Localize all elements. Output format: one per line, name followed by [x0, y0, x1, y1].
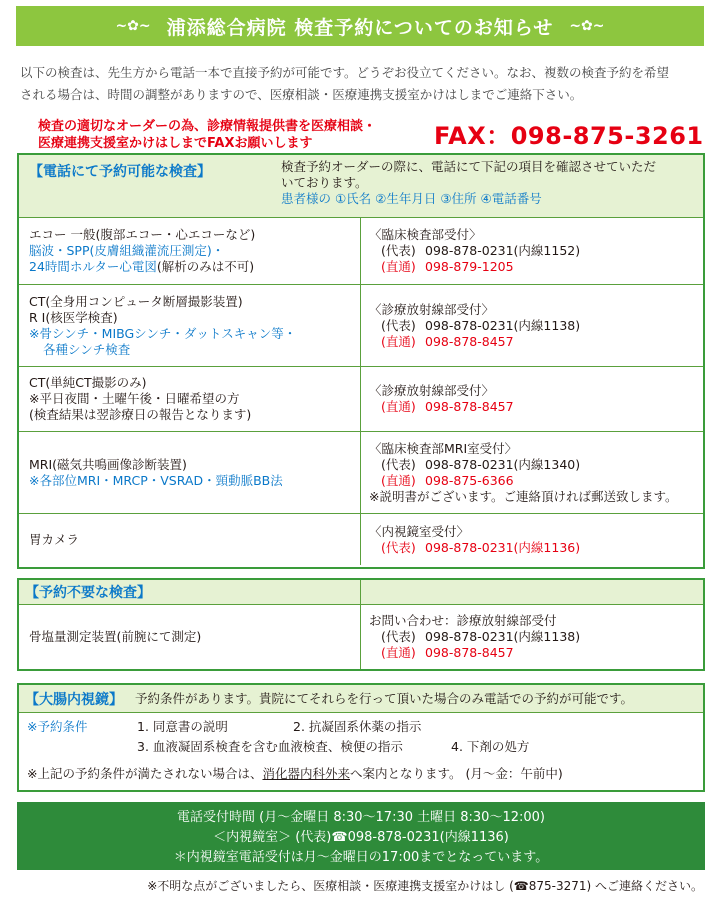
main-label: (代表): [381, 317, 416, 333]
dept-label: 〈臨床検査部MRI室受付〉: [369, 440, 518, 456]
page-title: 浦添総合病院 検査予約についてのお知らせ: [166, 16, 554, 39]
exam-name: 胃カメラ: [29, 531, 80, 547]
footer-line: ＜内視鏡室＞ (代表)☎098-878-0231(内線1136): [213, 830, 509, 845]
title-banner: [16, 6, 704, 46]
footnote-text: ※上記の予約条件が満たされない場合は、: [27, 766, 263, 781]
contact-label: お問い合わせ：診療放射線部受付: [369, 613, 557, 628]
main-phone: 098-878-0231(内線1138): [425, 317, 581, 333]
exam-note: (解析のみは不可): [156, 259, 255, 274]
bottom-contact-note: ※不明な点がございましたら、医療相談・医療連携支援室かけはし (☎875-3271) へご連絡ください。: [147, 879, 703, 893]
footnote-text: へ案内となります。 (月～金：午前中): [350, 766, 563, 781]
section-header: [19, 155, 703, 217]
exam-name: R I(核医学検査): [29, 309, 118, 325]
section-header: [19, 685, 703, 713]
main-label: (代表): [381, 539, 416, 555]
footer-line: ＊内視鏡室電話受付は月～金曜日の17:00までとなっています。: [173, 850, 549, 865]
intro-line: される場合は、時間の調整がありますので、医療相談・医療連携支援室かけはしまでご連絡下さい。: [20, 87, 583, 102]
phone-reservation-section: [17, 153, 705, 569]
exam-name: MRI(磁気共鳴画像診断装置): [29, 456, 187, 472]
table-row: [19, 217, 703, 284]
no-reservation-section: [17, 578, 705, 671]
section-desc: 検査予約オーダーの際に、電話にて下記の項目を確認させていただ: [281, 159, 657, 174]
fax-number: FAX：098-875-3261: [434, 122, 704, 150]
table-row: [19, 604, 703, 669]
section-desc: 予約条件があります。貴院にてそれらを行って頂いた場合のみ電話での予約が可能です。: [135, 690, 634, 706]
direct-phone: 098-878-8457: [425, 333, 514, 349]
direct-label: (直通): [381, 333, 416, 349]
exam-detail: 脳波・SPP(皮膚組織灌流圧測定)・: [29, 243, 225, 258]
direct-label: (直通): [381, 472, 416, 488]
exam-detail: (検査結果は翌診療日の報告となります): [29, 407, 252, 422]
section-desc: いております。: [281, 175, 368, 190]
direct-phone: 098-875-6366: [425, 472, 514, 488]
main-label: (代表): [381, 456, 416, 472]
main-phone: 098-878-0231(内線1340): [425, 456, 581, 472]
condition-item: 3. 血液凝固系検査を含む血液検査、検便の指示: [137, 739, 403, 754]
dept-label: 〈診療放射線部受付〉: [369, 301, 495, 317]
table-row: [19, 431, 703, 513]
direct-phone: 098-879-1205: [425, 259, 514, 274]
fax-notice-line: 検査の適切なオーダーの為、診療情報提供書を医療相談・: [38, 119, 377, 134]
direct-phone: 098-878-8457: [425, 645, 514, 660]
dept-label: 〈臨床検査部受付〉: [369, 227, 482, 242]
condition-footnote: [27, 766, 563, 782]
gi-outpatient-link: 消化器内科外来: [262, 766, 350, 781]
fax-notice: [38, 118, 438, 152]
section-title: 【大腸内視鏡】: [25, 691, 123, 708]
reception-hours-footer: [17, 802, 705, 870]
exam-detail: 各種シンチ検査: [43, 341, 131, 357]
table-row: [19, 284, 703, 366]
condition-item: 1. 同意書の説明: [137, 719, 228, 734]
brochure-note: ※説明書がございます。ご連絡頂ければ郵送致します。: [369, 488, 678, 504]
dept-label: 〈内視鏡室受付〉: [369, 523, 470, 539]
table-row: [19, 366, 703, 431]
condition-item: 4. 下剤の処方: [451, 739, 530, 754]
leaf-ornament-left: ~✿~: [115, 18, 151, 34]
main-phone: 098-878-0231(内線1136): [425, 539, 581, 555]
direct-label: (直通): [381, 399, 416, 414]
exam-detail: ※各部位MRI・MRCP・VSRAD・頸動脈BB法: [29, 472, 283, 488]
required-items: 患者様の ①氏名 ②生年月日 ③住所 ④電話番号: [281, 191, 542, 206]
main-label: (代表): [381, 629, 416, 644]
section-title: 【予約不要な検査】: [25, 585, 151, 601]
direct-label: (直通): [381, 259, 416, 274]
colonoscopy-section: [17, 683, 705, 792]
leaf-ornament-right: ~✿~: [569, 18, 605, 34]
direct-label: (直通): [381, 645, 416, 660]
main-label: (代表): [381, 243, 416, 258]
exam-name: CT(単純CT撮影のみ): [29, 375, 147, 390]
fax-notice-line: 医療連携支援室かけはしまでFAXお願いします: [38, 136, 313, 151]
table-row: [19, 513, 703, 565]
direct-phone: 098-878-8457: [425, 399, 514, 414]
conditions-block: [19, 713, 703, 790]
condition-item: 2. 抗凝固系休薬の指示: [293, 719, 422, 734]
main-phone: 098-878-0231(内線1138): [425, 629, 581, 644]
section-header: [19, 580, 703, 604]
dept-label: 〈診療放射線部受付〉: [369, 383, 495, 398]
main-phone: 098-878-0231(内線1152): [425, 243, 581, 258]
exam-detail: 24時間ホルター心電図: [29, 259, 157, 274]
section-title: 【電話にて予約可能な検査】: [29, 164, 211, 180]
exam-detail: ※骨シンチ・MIBGシンチ・ダットスキャン等・: [29, 325, 297, 341]
exam-name: エコー 一般(腹部エコー・心エコーなど): [29, 227, 256, 242]
intro-text: [20, 62, 710, 106]
exam-name: CT(全身用コンピュータ断層撮影装置): [29, 293, 243, 309]
condition-label: ※予約条件: [27, 719, 88, 734]
footer-line: 電話受付時間 (月～金曜日 8:30～17:30 土曜日 8:30～12:00): [177, 810, 545, 825]
exam-detail: ※平日夜間・土曜午後・日曜希望の方: [29, 391, 240, 406]
intro-line: 以下の検査は、先生方から電話一本で直接予約が可能です。どうぞお役立てください。なお、複数の検査予約を希望: [20, 65, 670, 80]
exam-name: 骨塩量測定装置(前腕にて測定): [29, 629, 202, 644]
